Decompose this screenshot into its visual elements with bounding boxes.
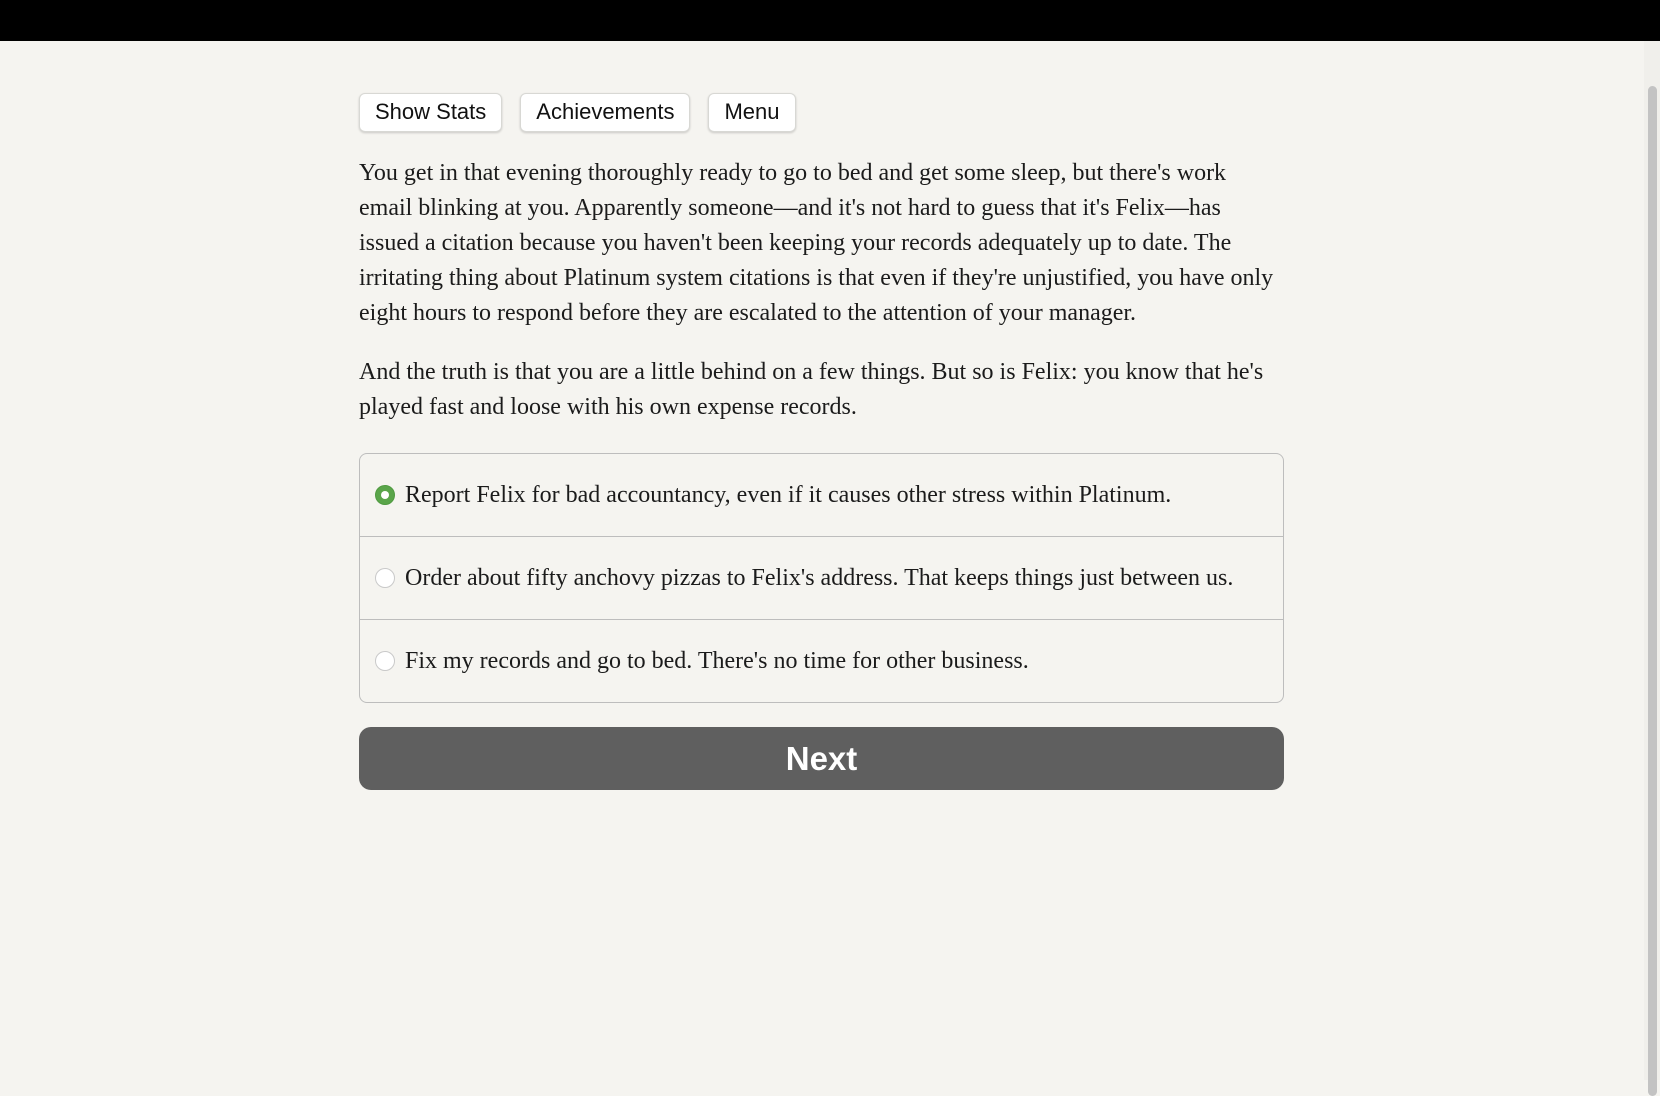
- radio-unselected-icon[interactable]: [375, 568, 395, 588]
- radio-selected-icon[interactable]: [375, 485, 395, 505]
- choice-option-report-felix[interactable]: [360, 454, 1283, 536]
- choice-label: Fix my records and go to bed. There's no time for other business.: [405, 648, 1029, 674]
- choice-option-order-pizzas[interactable]: [360, 536, 1283, 619]
- achievements-button[interactable]: Achievements: [520, 93, 690, 132]
- choice-label: Report Felix for bad accountancy, even if it causes other stress within Platinum.: [405, 482, 1172, 508]
- scrollbar[interactable]: [1644, 41, 1660, 1080]
- menu-button[interactable]: Menu: [708, 93, 795, 132]
- show-stats-button[interactable]: Show Stats: [359, 93, 502, 132]
- radio-unselected-icon[interactable]: [375, 651, 395, 671]
- next-button[interactable]: Next: [359, 727, 1284, 790]
- game-content: [359, 93, 1284, 790]
- story-paragraph: You get in that evening thoroughly ready to go to bed and get some sleep, but there's work email blinking at you. Apparently someone—and it's not hard to guess that it's Felix—has issued a citation because you haven't been keeping your records adequately up to date. The irritating thing about Platinum system citations is that even if they're unjustified, you have only eight hours to respond before they are escalated to the attention of your manager.: [359, 160, 1274, 326]
- choice-label: Order about fifty anchovy pizzas to Felix's address. That keeps things just between us.: [405, 565, 1234, 591]
- game-toolbar: [359, 93, 1284, 132]
- story-text: [359, 156, 1284, 425]
- story-paragraph: And the truth is that you are a little behind on a few things. But so is Felix: you know that he's played fast and loose with his own expense records.: [359, 359, 1264, 420]
- scrollbar-thumb[interactable]: [1648, 86, 1657, 1096]
- choice-option-fix-records[interactable]: [360, 619, 1283, 702]
- window-top-bar: [0, 0, 1660, 41]
- choice-list: [359, 453, 1284, 703]
